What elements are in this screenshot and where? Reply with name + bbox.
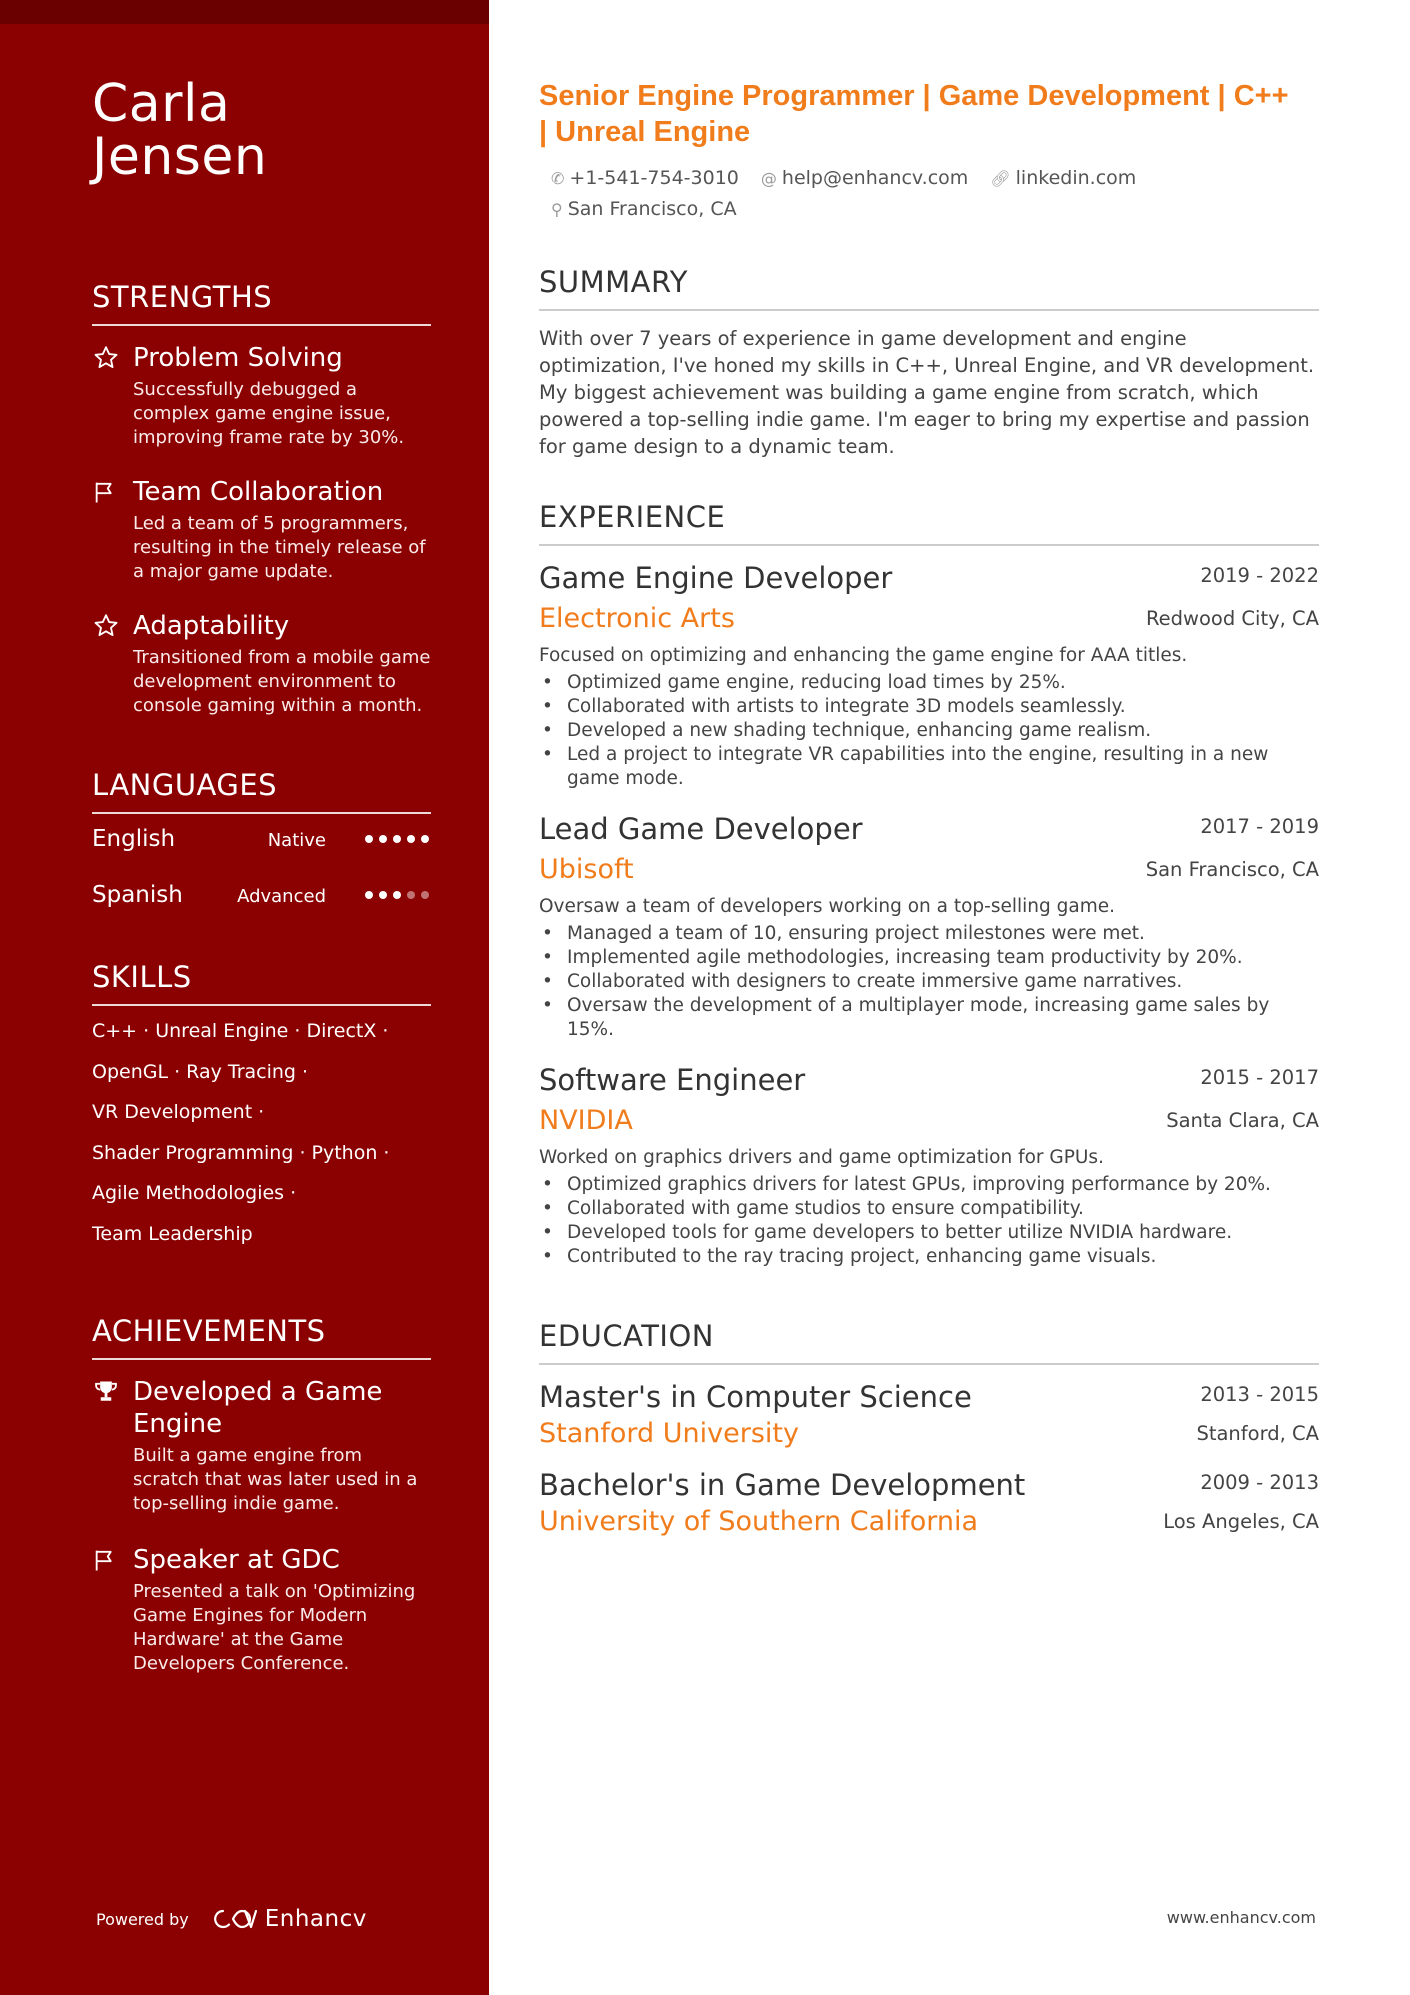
job-bullet: • Developed tools for game developers to better utilize NVIDIA hardware. xyxy=(539,1221,1319,1245)
education-location: Stanford, CA xyxy=(1196,1422,1319,1445)
skills-line: C++ · Unreal Engine · DirectX · xyxy=(92,1020,389,1042)
achievement-item xyxy=(92,1376,431,1516)
strength-desc: Transitioned from a mobile game development environment to console gaming within a month. xyxy=(133,647,431,716)
language-row xyxy=(92,870,431,926)
job-dates: 2015 - 2017 xyxy=(1200,1066,1319,1089)
rating-dot xyxy=(365,891,373,899)
rating-dot xyxy=(407,835,415,843)
language-rating xyxy=(365,835,429,843)
languages-title: LANGUAGES xyxy=(92,768,431,814)
location-pin-icon: ⚲ xyxy=(551,200,563,219)
job-entry xyxy=(539,560,1319,791)
star-icon xyxy=(92,344,120,372)
achievement-item xyxy=(92,1544,431,1676)
location-text: San Francisco, CA xyxy=(567,198,737,220)
job-entry xyxy=(539,811,1319,1042)
sidebar xyxy=(0,0,489,1995)
job-bullet: • Managed a team of 10, ensuring project milestones were met. xyxy=(539,922,1319,946)
experience-section xyxy=(539,500,1319,1269)
strength-item xyxy=(92,342,431,450)
job-bullet: • Optimized graphics drivers for latest GPUs, improving performance by 20%. xyxy=(539,1173,1319,1197)
education-school: Stanford University xyxy=(539,1418,799,1449)
job-bullet: • Contributed to the ray tracing project, enhancing game visuals. xyxy=(539,1245,1319,1269)
skills-line: OpenGL · Ray Tracing · xyxy=(92,1060,309,1083)
powered-by xyxy=(96,1906,367,1932)
achievements-section xyxy=(92,1314,431,1676)
rating-dot xyxy=(379,891,387,899)
job-description: Oversaw a team of developers working on a top-selling game. xyxy=(539,896,1115,917)
job-description: Focused on optimizing and enhancing the game engine for AAA titles. xyxy=(539,645,1188,666)
language-level: Native xyxy=(267,830,326,851)
job-title: Game Engine Developer xyxy=(539,561,893,595)
achievement-title: Developed a Game Engine xyxy=(133,1377,383,1439)
job-bullet: • Collaborated with game studios to ensure compatibility. xyxy=(539,1197,1319,1221)
achievement-desc: Presented a talk on 'Optimizing Game Engines for Modern Hardware' at the Game Developers Conference. xyxy=(133,1581,416,1674)
name-first: Carla xyxy=(92,74,231,134)
main-content xyxy=(539,78,1319,1539)
skills-line: Shader Programming · Python · xyxy=(92,1141,390,1164)
skills-section xyxy=(92,960,431,1254)
enhancv-logo-icon xyxy=(211,1907,257,1931)
education-degree: Master's in Computer Science xyxy=(539,1380,972,1414)
flag-icon xyxy=(92,478,120,506)
job-dates: 2017 - 2019 xyxy=(1200,815,1319,838)
achievement-title: Speaker at GDC xyxy=(133,1545,340,1575)
enhancv-logo[interactable] xyxy=(211,1906,367,1932)
job-bullet: • Collaborated with designers to create immersive game narratives. xyxy=(539,970,1319,994)
skills-title: SKILLS xyxy=(92,960,431,1006)
rating-dot xyxy=(365,835,373,843)
language-level: Advanced xyxy=(237,886,326,907)
link-icon: 🔗︎ xyxy=(990,169,1011,188)
languages-section xyxy=(92,768,431,926)
rating-dot xyxy=(393,835,401,843)
sidebar-top-bar xyxy=(0,0,489,24)
language-name: English xyxy=(92,826,176,852)
summary-section xyxy=(539,265,1319,460)
job-description: Worked on graphics drivers and game optimization for GPUs. xyxy=(539,1147,1104,1168)
education-entry xyxy=(539,1467,1319,1539)
education-entry xyxy=(539,1379,1319,1451)
education-dates: 2013 - 2015 xyxy=(1200,1383,1319,1406)
job-title: Lead Game Developer xyxy=(539,812,863,846)
job-dates: 2019 - 2022 xyxy=(1200,564,1319,587)
phone-contact[interactable] xyxy=(551,167,739,189)
trophy-icon xyxy=(92,1378,120,1406)
strength-desc: Led a team of 5 programmers, resulting in the timely release of a major game update. xyxy=(133,513,426,582)
at-icon: @ xyxy=(760,169,777,188)
job-entry xyxy=(539,1062,1319,1269)
job-bullet: • Implemented agile methodologies, increasing team productivity by 20%. xyxy=(539,946,1319,970)
rating-dot xyxy=(421,891,429,899)
language-name: Spanish xyxy=(92,882,183,908)
job-bullets xyxy=(539,922,1319,1042)
language-rating xyxy=(365,891,429,899)
job-bullets xyxy=(539,671,1319,791)
skills-line: Team Leadership xyxy=(92,1222,253,1245)
job-bullet: • Led a project to integrate VR capabilities into the engine, resulting in a new game mode. xyxy=(539,743,1319,791)
job-location: San Francisco, CA xyxy=(1145,858,1319,881)
experience-title: EXPERIENCE xyxy=(539,500,1319,546)
headline: Senior Engine Programmer | Game Development | C++ | Unreal Engine xyxy=(539,80,1289,148)
linkedin-contact[interactable] xyxy=(990,167,1136,189)
strength-title: Team Collaboration xyxy=(133,477,384,507)
strengths-title: STRENGTHS xyxy=(92,280,431,326)
phone-icon: ✆ xyxy=(551,169,565,188)
footer-url[interactable]: www.enhancv.com xyxy=(1166,1908,1316,1927)
education-location: Los Angeles, CA xyxy=(1163,1510,1319,1533)
strength-item xyxy=(92,476,431,584)
linkedin-text: linkedin.com xyxy=(1015,167,1137,189)
skills-line: Agile Methodologies · xyxy=(92,1182,297,1204)
education-section xyxy=(539,1319,1319,1539)
education-school: University of Southern California xyxy=(539,1506,979,1537)
job-title: Software Engineer xyxy=(539,1063,806,1097)
rating-dot xyxy=(421,835,429,843)
star-icon xyxy=(92,612,120,640)
phone-text: +1-541-754-3010 xyxy=(569,167,739,189)
powered-by-label: Powered by xyxy=(96,1909,189,1929)
contact-info xyxy=(539,163,1319,225)
rating-dot xyxy=(407,891,415,899)
job-bullet: • Oversaw the development of a multiplayer mode, increasing game sales by 15%. xyxy=(539,994,1319,1042)
summary-title: SUMMARY xyxy=(539,265,1319,311)
skills-line: VR Development · xyxy=(92,1101,265,1123)
candidate-name xyxy=(92,74,431,187)
job-bullet: • Developed a new shading technique, enhancing game realism. xyxy=(539,719,1319,743)
summary-text: With over 7 years of experience in game development and engine optimization, I've honed my skills in C++, Unreal Engine, and VR development. My biggest achievement was building a game engine from scratch, which powered a top-selling indie game. I'm eager to bring my expertise and passion for game design to a dynamic team. xyxy=(539,327,1315,458)
job-bullet: • Collaborated with artists to integrate 3D models seamlessly. xyxy=(539,695,1319,719)
job-company: Ubisoft xyxy=(539,854,634,885)
language-row xyxy=(92,814,431,870)
education-degree: Bachelor's in Game Development xyxy=(539,1468,1026,1502)
enhancv-logo-text: Enhancv xyxy=(264,1906,367,1932)
achievements-title: ACHIEVEMENTS xyxy=(92,1314,431,1360)
job-company: NVIDIA xyxy=(539,1105,633,1136)
achievement-desc: Built a game engine from scratch that was later used in a top-selling indie game. xyxy=(133,1445,418,1514)
strength-desc: Successfully debugged a complex game engine issue, improving frame rate by 30%. xyxy=(133,379,405,448)
education-title: EDUCATION xyxy=(539,1319,1319,1365)
email-text: help@enhancv.com xyxy=(781,167,969,189)
education-dates: 2009 - 2013 xyxy=(1200,1471,1319,1494)
strength-title: Adaptability xyxy=(133,611,290,641)
strength-item xyxy=(92,610,431,718)
job-location: Redwood City, CA xyxy=(1145,607,1319,630)
job-bullet: • Optimized game engine, reducing load times by 25%. xyxy=(539,671,1319,695)
flag-icon xyxy=(92,1546,120,1574)
strengths-section xyxy=(92,280,431,718)
rating-dot xyxy=(393,891,401,899)
email-contact[interactable] xyxy=(761,167,968,189)
rating-dot xyxy=(379,835,387,843)
job-location: Santa Clara, CA xyxy=(1166,1109,1319,1132)
strength-title: Problem Solving xyxy=(133,343,343,373)
name-last: Jensen xyxy=(92,127,268,187)
job-bullets xyxy=(539,1173,1319,1269)
job-company: Electronic Arts xyxy=(539,603,735,634)
location-contact xyxy=(551,198,737,220)
